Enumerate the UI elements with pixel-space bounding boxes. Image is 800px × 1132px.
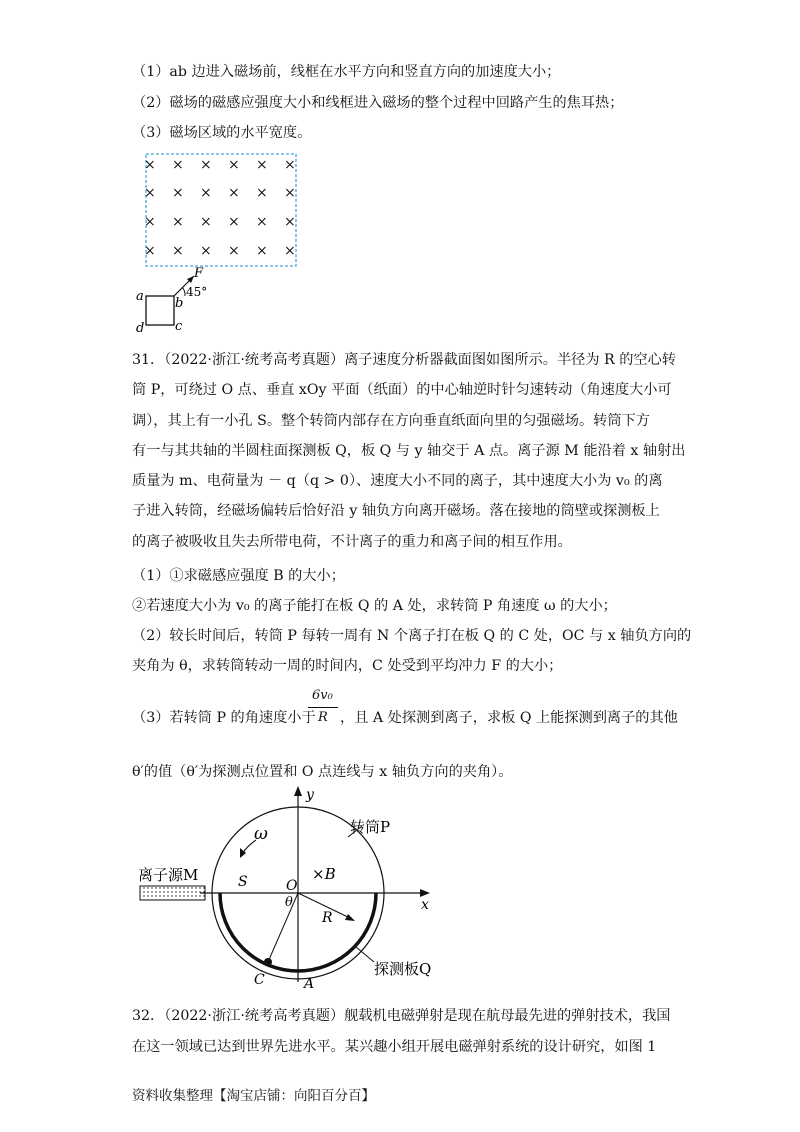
point-c-label: C (254, 972, 265, 988)
field-mark: × (228, 157, 240, 173)
q30-figure (128, 150, 308, 340)
q31-line: 质量为 m、电荷量为 － q（q > 0）、速度大小不同的离子，其中速度大小为 v₀ 的离 (132, 473, 663, 490)
fraction-bar (308, 707, 338, 708)
q32-line2: 在这一领域已达到世界先进水平。某兴趣小组开展电磁弹射系统的设计研究，如图 1 (132, 1039, 657, 1055)
q31-sub2-line2: 夹角为 θ，求转筒转动一周的时间内，C 处受到平均冲力 F 的大小； (132, 658, 563, 674)
field-mark: × (228, 214, 240, 230)
source-label: 离子源M (138, 866, 199, 884)
force-label: F (194, 266, 204, 281)
origin-label: O (286, 878, 298, 894)
corner-c: c (175, 319, 183, 334)
field-mark: × (144, 243, 156, 259)
corner-b: b (175, 296, 184, 311)
field-mark: × (284, 243, 296, 259)
wire-frame (146, 296, 174, 325)
point-c (264, 958, 272, 966)
q31-sub1b: ②若速度大小为 v₀ 的离子能打在板 Q 的 A 处，求转筒 P 角速度 ω 的大小； (132, 598, 617, 614)
field-mark: × (200, 214, 212, 230)
field-mark: × (172, 243, 184, 259)
field-mark: × (200, 157, 212, 173)
field-mark: × (144, 214, 156, 230)
plate-label: 探测板Q (374, 960, 432, 978)
q30-sub1: （1）ab 边进入磁场前，线框在水平方向和竖直方向的加速度大小； (132, 64, 561, 80)
q30-sub2: （2）磁场的磁感应强度大小和线框进入磁场的整个过程中回路产生的焦耳热； (132, 95, 624, 111)
field-mark: × (172, 157, 184, 173)
q31-sub3-post: ，且 A 处探测到离子，求板 Q 上能探测到离子的其他 (340, 710, 678, 726)
field-mark: × (144, 157, 156, 173)
theta-label: θ (285, 895, 293, 910)
field-mark: × (144, 185, 156, 201)
q31-figure (130, 782, 450, 994)
q31-sub2-line1: （2）较长时间后，转筒 P 每转一周有 N 个离子打在板 Q 的 C 处，OC 与 x 轴负方向的 (132, 628, 692, 644)
q31-sub3-line2: θ′的值（θ′为探测点位置和 O 点连线与 x 轴负方向的夹角）。 (132, 764, 513, 780)
corner-a: a (136, 289, 144, 304)
field-mark: × (228, 243, 240, 259)
q30-sub3: （3）磁场区域的水平宽度。 (132, 125, 312, 141)
q31-sub1a: （1）①求磁感应强度 B 的大小； (132, 568, 345, 584)
fraction-numerator: 6v₀ (312, 688, 333, 703)
q31-line: 调），其上有一小孔 S。整个转筒内部存在方向垂直纸面向里的匀强磁场。转筒下方 (132, 412, 650, 429)
q32-line1: 32．（2022·浙江·统考高考真题）舰载机电磁弹射是现在航母最先进的弹射技术，我国 (132, 1008, 671, 1024)
x-axis-label: x (421, 897, 429, 913)
oc-line (268, 893, 298, 962)
q31-line: 的离子被吸收且失去所带电荷，不计离子的重力和离子间的相互作用。 (132, 533, 572, 550)
q31-stem (132, 345, 686, 557)
point-a-label: A (304, 976, 315, 992)
field-mark: × (200, 243, 212, 259)
field-mark: × (200, 185, 212, 201)
omega-label: ω (254, 824, 268, 844)
fraction-denominator: R (318, 710, 328, 725)
q31-line: 31．（2022·浙江·统考高考真题）离子速度分析器截面图如图所示。半径为 R 的空心转 (132, 352, 676, 368)
field-mark: × (256, 214, 268, 230)
field-mark: × (256, 243, 268, 259)
field-mark: × (172, 185, 184, 201)
angle-label: 45° (186, 285, 208, 299)
corner-d: d (136, 321, 145, 336)
footer: 资料收集整理【淘宝店铺：向阳百分百】 (132, 1088, 375, 1104)
drum-label: 转筒P (350, 818, 391, 836)
field-mark: × (256, 185, 268, 201)
field-mark: × (284, 185, 296, 201)
q31-line: 子进入转筒，经磁场偏转后恰好沿 y 轴负方向离开磁场。落在接地的筒壁或探测板上 (132, 503, 660, 520)
ion-source-m (140, 886, 205, 900)
radius-label: R (322, 910, 333, 926)
field-mark: × (284, 214, 296, 230)
q31-line: 筒 P，可绕过 O 点、垂直 xOy 平面（纸面）的中心轴逆时针匀速转动（角速度大小可 (132, 382, 672, 399)
q31-line: 有一与其共轴的半圆柱面探测板 Q，板 Q 与 y 轴交于 A 点。离子源 M 能沿着 x 轴射出 (132, 442, 686, 459)
b-field-label: ×B (312, 865, 336, 883)
field-mark: × (284, 157, 296, 173)
field-mark: × (256, 157, 268, 173)
field-mark: × (172, 214, 184, 230)
y-axis-label: y (306, 787, 314, 803)
hole-s-label: S (238, 874, 248, 890)
field-mark: × (228, 185, 240, 201)
q31-sub3-pre: （3）若转筒 P 的角速度小于 (132, 710, 316, 726)
